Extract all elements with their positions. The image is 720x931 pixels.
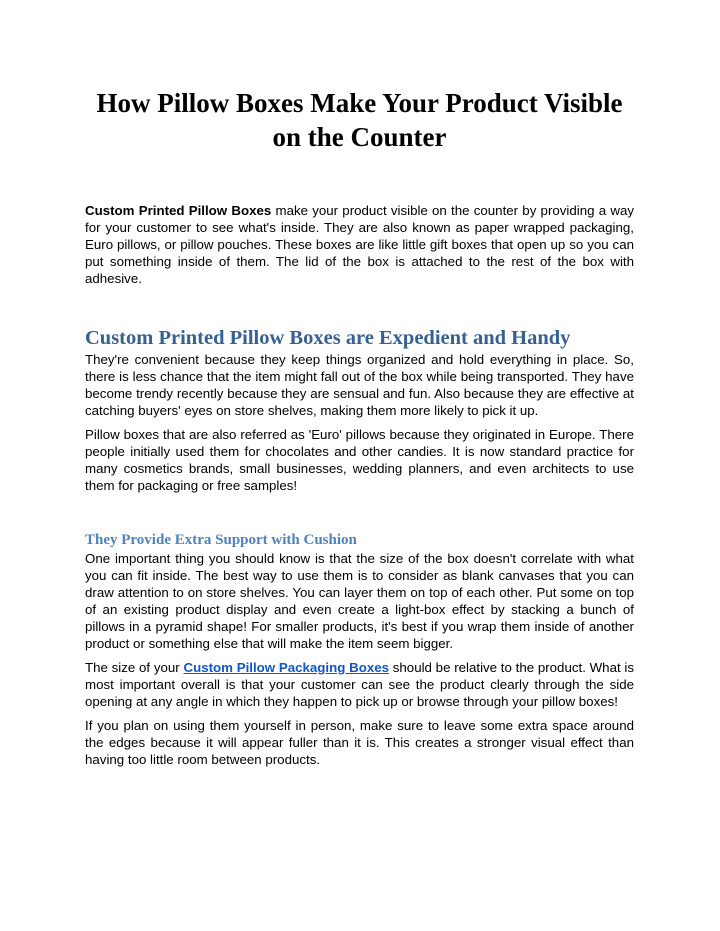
section2-p2-before: The size of your [85,660,184,675]
section1-paragraph-2: Pillow boxes that are also referred as 'Euro' pillows because they originated in Europe. There people initially used them for chocolates and other candies. It is now standard practice for many cosmetics brands, small businesses, wedding planners, and even architects to use them for packaging or free samples! [85,427,634,493]
custom-pillow-packaging-link[interactable]: Custom Pillow Packaging Boxes [183,660,390,675]
intro-lead-bold: Custom Printed Pillow Boxes [85,203,272,218]
section2-p2-after: should be relative to the product. What is most important overall is that your customer can see the product clearly through the side opening at any angle in which they happen to pick up or browse through your pillow boxes! [85,660,634,709]
intro-paragraph [85,202,634,287]
section2-paragraph-1: One important thing you should know is that the size of the box doesn't correlate with what you can fit inside. The best way to use them is to consider as blank canvases that you can draw attention to on store shelves. You can layer them on top of each other. Put some on top of an existing product display and even create a light-box effect by stacking a bunch of pillows in a pyramid shape! For smaller products, it's best if you wrap them inside of another product or something else that will make the item seem bigger. [85,551,634,651]
section2-paragraph-3: If you plan on using them yourself in person, make sure to leave some extra space around the edges because it will appear fuller than it is. This creates a stronger visual effect than having too little room between products. [85,718,634,767]
section-heading-support: They Provide Extra Support with Cushion [85,532,357,548]
intro-text: make your product visible on the counter by providing a way for your customer to see what's inside. They are also known as paper wrapped packaging, Euro pillows, or pillow pouches. These boxes are like little gift boxes that open up so you can put something inside of them. The lid of the box is attached to the rest of the box with adhesive. [85,203,634,286]
page-title: How Pillow Boxes Make Your Product Visible on the Counter [96,88,623,152]
section1-paragraph-1: They're convenient because they keep things organized and hold everything in place. So, there is less chance that the item might fall out of the box while being transported. They have become trendy recently because they are sensual and fun. Also because they are effective at catching buyers' eyes on store shelves, making them more likely to pick it up. [85,352,634,418]
section-heading-expedient: Custom Printed Pillow Boxes are Expedient and Handy [85,327,571,349]
section2-paragraph-2 [85,659,634,710]
